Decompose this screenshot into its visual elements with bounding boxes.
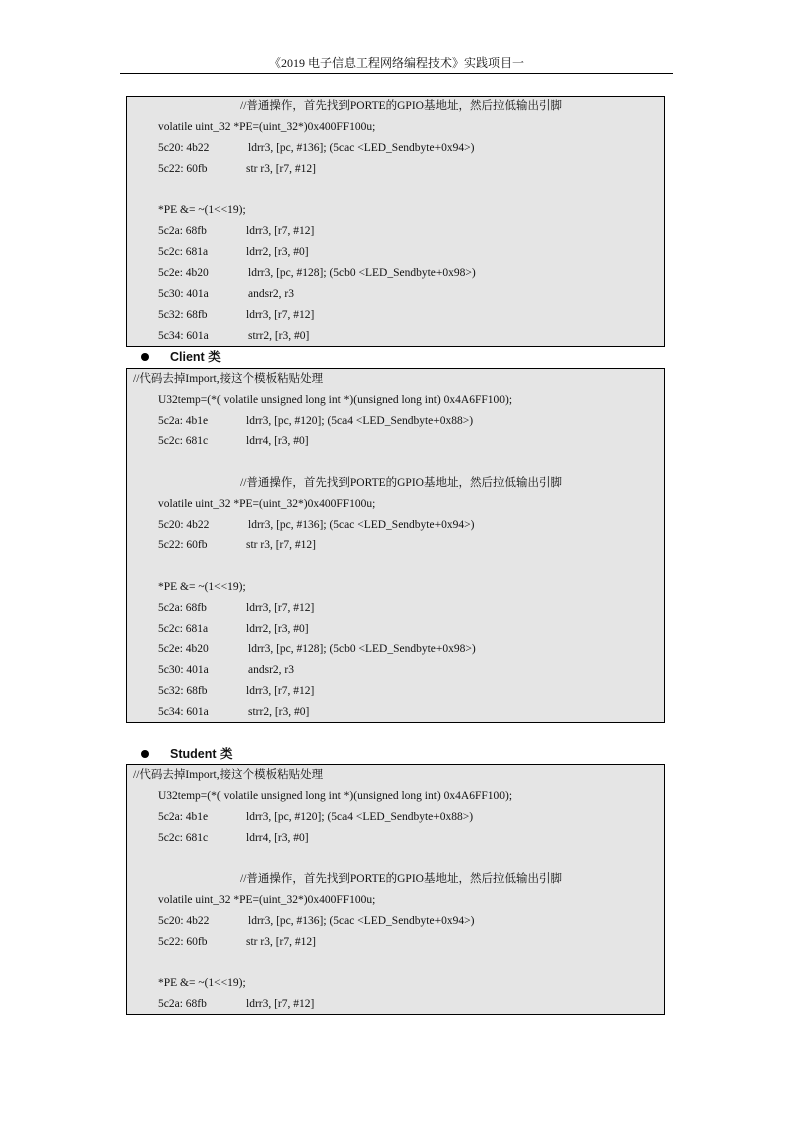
code-address: 5c20: 4b22 [158, 519, 210, 531]
code-address: 5c30: 401a [158, 288, 209, 300]
code-instruction: str r3, [r7, #12] [246, 163, 316, 175]
code-line: *PE &= ~(1<<19); [158, 977, 246, 989]
bullet-icon [141, 353, 149, 361]
code-address: 5c30: 401a [158, 664, 209, 676]
code-address: 5c2a: 4b1e [158, 811, 209, 823]
code-instruction: str r3, [r7, #12] [246, 539, 316, 551]
code-instruction: ldrr4, [r3, #0] [246, 435, 309, 447]
code-address: 5c2c: 681a [158, 623, 209, 635]
code-address: 5c2a: 68fb [158, 998, 207, 1010]
code-address: 5c32: 68fb [158, 309, 208, 321]
code-line: *PE &= ~(1<<19); [158, 581, 246, 593]
code-instruction: ldrr3, [r7, #12] [246, 225, 315, 237]
code-instruction: ldrr3, [pc, #128]; (5cb0 <LED_Sendbyte+0x98>) [248, 267, 476, 279]
code-instruction: ldrr3, [r7, #12] [246, 998, 315, 1010]
code-instruction: ldrr3, [pc, #136]; (5cac <LED_Sendbyte+0x94>) [248, 915, 475, 927]
code-address: 5c22: 60fb [158, 539, 208, 551]
code-address: 5c2a: 4b1e [158, 415, 209, 427]
code-instruction: str r3, [r7, #12] [246, 936, 316, 948]
code-instruction: ldrr3, [pc, #128]; (5cb0 <LED_Sendbyte+0x98>) [248, 643, 476, 655]
code-instruction: ldrr3, [pc, #136]; (5cac <LED_Sendbyte+0x94>) [248, 142, 475, 154]
code-instruction: ldrr3, [r7, #12] [246, 309, 315, 321]
code-address: 5c2c: 681c [158, 435, 209, 447]
code-address: 5c34: 601a [158, 330, 209, 342]
code-line: volatile uint_32 *PE=(uint_32*)0x400FF100u; [158, 894, 376, 906]
code-instruction: ldrr3, [pc, #120]; (5ca4 <LED_Sendbyte+0x88>) [246, 811, 474, 823]
code-address: 5c20: 4b22 [158, 915, 210, 927]
code-address: 5c2c: 681c [158, 832, 209, 844]
code-address: 5c32: 68fb [158, 685, 208, 697]
code-instruction: ldrr2, [r3, #0] [246, 623, 309, 635]
code-line: volatile uint_32 *PE=(uint_32*)0x400FF100u; [158, 498, 376, 510]
code-address: 5c22: 60fb [158, 936, 208, 948]
code-instruction: ldrr3, [pc, #120]; (5ca4 <LED_Sendbyte+0x88>) [246, 415, 474, 427]
code-instruction: ldrr3, [r7, #12] [246, 685, 315, 697]
code-instruction: andsr2, r3 [248, 288, 294, 300]
code-address: 5c2a: 68fb [158, 602, 207, 614]
code-instruction: ldrr3, [pc, #136]; (5cac <LED_Sendbyte+0x94>) [248, 519, 475, 531]
bullet-icon [141, 750, 149, 758]
code-address: 5c2e: 4b20 [158, 643, 209, 655]
code-instruction: strr2, [r3, #0] [248, 706, 310, 718]
code-instruction: strr2, [r3, #0] [248, 330, 310, 342]
code-address: 5c2c: 681a [158, 246, 209, 258]
code-comment: //普通操作，首先找到PORTE的GPIO基地址，然后拉低输出引脚 [240, 873, 562, 885]
code-comment: //代码去掉Import,接这个模板粘贴处理 [133, 373, 324, 385]
code-line: *PE &= ~(1<<19); [158, 204, 246, 216]
code-comment: //普通操作，首先找到PORTE的GPIO基地址，然后拉低输出引脚 [240, 477, 562, 489]
code-line: U32temp=(*( volatile unsigned long int *)(unsigned long int) 0x4A6FF100); [158, 394, 513, 406]
code-instruction: ldrr4, [r3, #0] [246, 832, 309, 844]
code-address: 5c2a: 68fb [158, 225, 207, 237]
code-address: 5c22: 60fb [158, 163, 208, 175]
code-address: 5c2e: 4b20 [158, 267, 209, 279]
code-instruction: ldrr3, [r7, #12] [246, 602, 315, 614]
section-label: Client 类 [170, 350, 221, 364]
code-address: 5c34: 601a [158, 706, 209, 718]
code-instruction: ldrr2, [r3, #0] [246, 246, 309, 258]
code-address: 5c20: 4b22 [158, 142, 210, 154]
code-line: volatile uint_32 *PE=(uint_32*)0x400FF100u; [158, 121, 376, 133]
code-line: U32temp=(*( volatile unsigned long int *)(unsigned long int) 0x4A6FF100); [158, 790, 513, 802]
page-header: 《2019 电子信息工程网络编程技术》实践项目一 [120, 54, 673, 74]
code-comment: //普通操作，首先找到PORTE的GPIO基地址，然后拉低输出引脚 [240, 100, 562, 112]
section-label: Student 类 [170, 747, 233, 761]
code-comment: //代码去掉Import,接这个模板粘贴处理 [133, 769, 324, 781]
code-instruction: andsr2, r3 [248, 664, 294, 676]
